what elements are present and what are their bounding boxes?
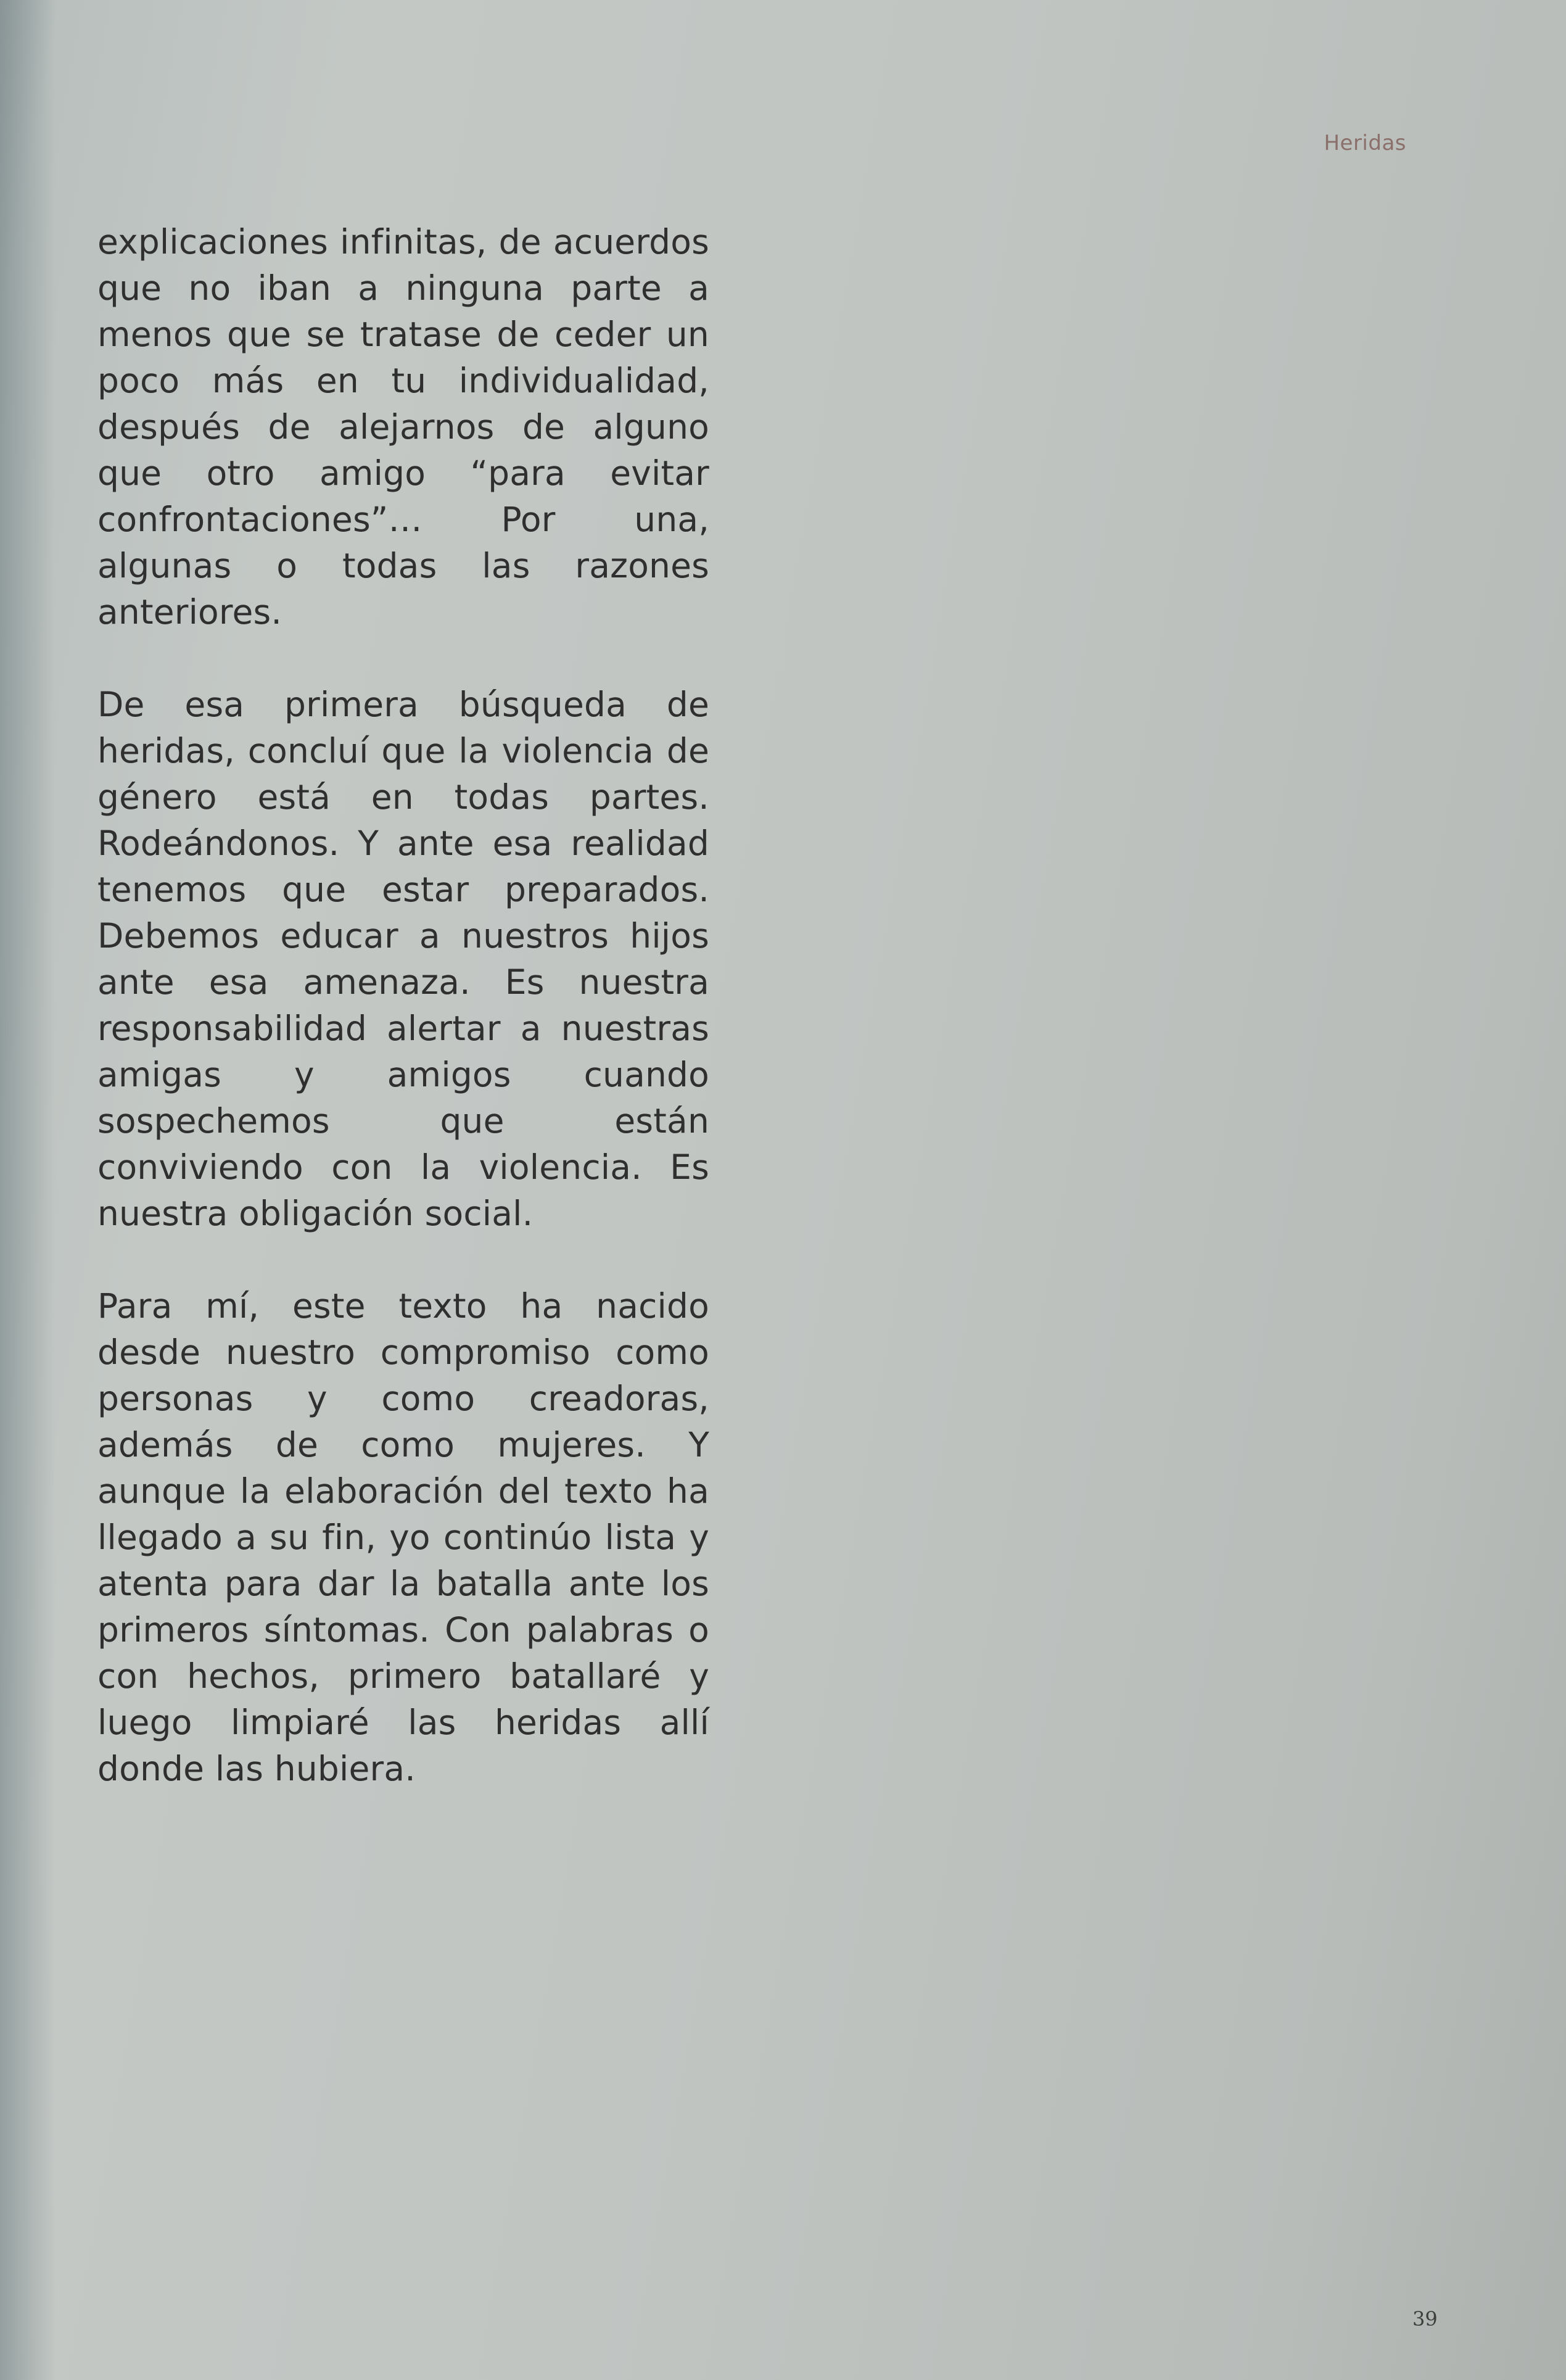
page-number: 39 (1412, 2307, 1438, 2331)
paragraph-2: De esa primera búsqueda de heridas, concluí que la violencia de género está en todas partes. Rodeándonos. Y ante esa realidad tenemos que estar preparados. Debemos educar a nuestros hijos ante esa amenaza. Es nuestra responsabilidad alertar a nuestras amigas y amigos cuando sospechemos que están conviviendo con la violencia. Es nuestra obligación social. (97, 685, 709, 1233)
page-gutter-shadow (0, 0, 56, 2380)
paragraph-1: explicaciones infinitas, de acuerdos que no iban a ninguna parte a menos que se tratase de ceder un poco más en tu individualidad, después de alejarnos de alguno que otro amigo “para evitar confrontaciones”… Por una, algunas o todas las razones anteriores. (97, 222, 709, 632)
body-text-column (97, 219, 709, 1838)
paragraph-3: Para mí, este texto ha nacido desde nuestro compromiso como personas y como creadoras, además de como mujeres. Y aunque la elaboración del texto ha llegado a su fin, yo continúo lista y atenta para dar la batalla ante los primeros síntomas. Con palabras o con hechos, primero batallaré y luego limpiaré las heridas allí donde las hubiera. (97, 1286, 709, 1788)
running-header-title: Heridas (1324, 131, 1406, 155)
